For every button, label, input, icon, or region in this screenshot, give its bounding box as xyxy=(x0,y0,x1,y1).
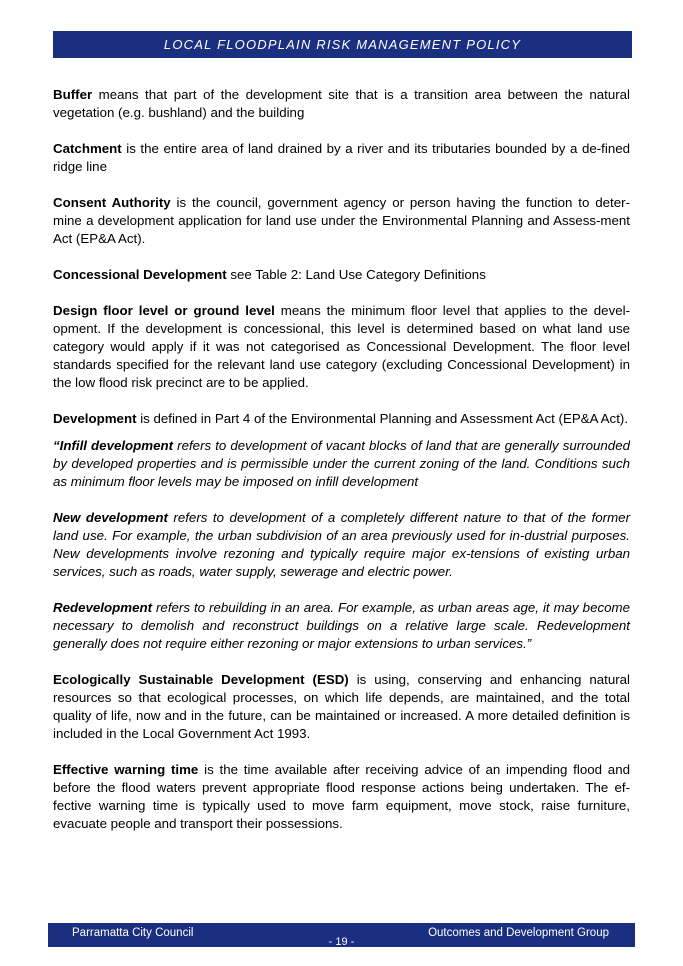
definition-design-floor-level xyxy=(53,302,630,392)
definition-esd xyxy=(53,671,630,743)
page-number: - 19 - xyxy=(328,936,355,948)
definition-term: Consent Authority xyxy=(53,195,171,210)
quote-redevelopment xyxy=(53,599,630,653)
definition-term: Design floor level or ground level xyxy=(53,303,275,318)
document-body xyxy=(53,86,630,851)
definition-term: Effective warning time xyxy=(53,762,199,777)
definition-text: is using, conserving and enhancing natural resources so that ecological processes, on which life depends, are maintained, and the total quality of life, now and in the future, can be maintained or increased. A more detailed definition is included in the Local Government Act 1993. xyxy=(53,672,630,741)
definition-text: is the council, government agency or person having the function to deter-mine a development application for land use under the Environmental Planning and Assess-ment Act (EP&A Act). xyxy=(53,195,630,246)
definition-term: Ecologically Sustainable Development (ESD) xyxy=(53,672,349,687)
definition-buffer xyxy=(53,86,630,122)
definition-development xyxy=(53,410,630,428)
definition-term: Buffer xyxy=(53,87,93,102)
definition-text: is the entire area of land drained by a river and its tributaries bounded by a de-fined ridge line xyxy=(53,141,630,174)
quote-text: refers to development of a completely different nature to that of the former land use. For example, the urban subdivision of an area previously used for in-dustrial purposes. New developments involve rezoning and typically require major ex-tensions of existing urban services, such as roads, water supply, sewerage and electric power. xyxy=(53,510,630,579)
definition-text: means that part of the development site that is a transition area between the natural vegetation (e.g. bushland) and the building xyxy=(53,87,630,120)
quote-term: Redevelopment xyxy=(53,600,153,615)
definition-catchment xyxy=(53,140,630,176)
definition-text: is the time available after receiving advice of an impending flood and before the flood waters prevent appropriate flood response actions being undertaken. The ef-fective warning time is typically used to move farm equipment, move stock, raise furniture, evacuate people and transport their possessions. xyxy=(53,762,630,831)
footer-organization: Parramatta City Council xyxy=(72,927,194,939)
definition-term: Development xyxy=(53,411,137,426)
quote-text: refers to development of vacant blocks of land that are generally surrounded by developed properties and is permissible under the current zoning of the land. Conditions such as minimum floor levels may be imposed on infill development xyxy=(53,438,630,489)
definition-concessional-development xyxy=(53,266,630,284)
quote-new-development xyxy=(53,509,630,581)
definition-text: is defined in Part 4 of the Environmental Planning and Assessment Act (EP&A Act). xyxy=(136,411,629,426)
header-title: LOCAL FLOODPLAIN RISK MANAGEMENT POLICY xyxy=(163,37,522,52)
definition-term: Concessional Development xyxy=(53,267,227,282)
quote-text: refers to rebuilding in an area. For example, as urban areas age, it may become necessary to demolish and reconstruct buildings on a relative large scale. Redevelopment generally does not require either rezoning or major extensions to urban services.” xyxy=(53,600,630,651)
quote-term: New development xyxy=(53,510,168,525)
footer-bar xyxy=(48,923,635,947)
definition-consent-authority xyxy=(53,194,630,248)
definition-effective-warning-time xyxy=(53,761,630,833)
footer-department: Outcomes and Development Group xyxy=(428,927,609,939)
quote-infill-development xyxy=(53,437,630,491)
quote-mark: “ xyxy=(53,438,60,453)
definition-term: Catchment xyxy=(53,141,122,156)
quote-term: Infill development xyxy=(59,438,174,453)
definition-text: means the minimum floor level that applies to the devel-opment. If the development is concessional, this level is determined based on what land use category would apply if it was not categorised as Concessional Development. The floor level standards specified for the relevant land use category (excluding Concessional Development) in the low flood risk precinct are to be applied. xyxy=(53,303,630,390)
definition-text: see Table 2: Land Use Category Definitions xyxy=(226,267,486,282)
header-bar xyxy=(53,31,632,58)
